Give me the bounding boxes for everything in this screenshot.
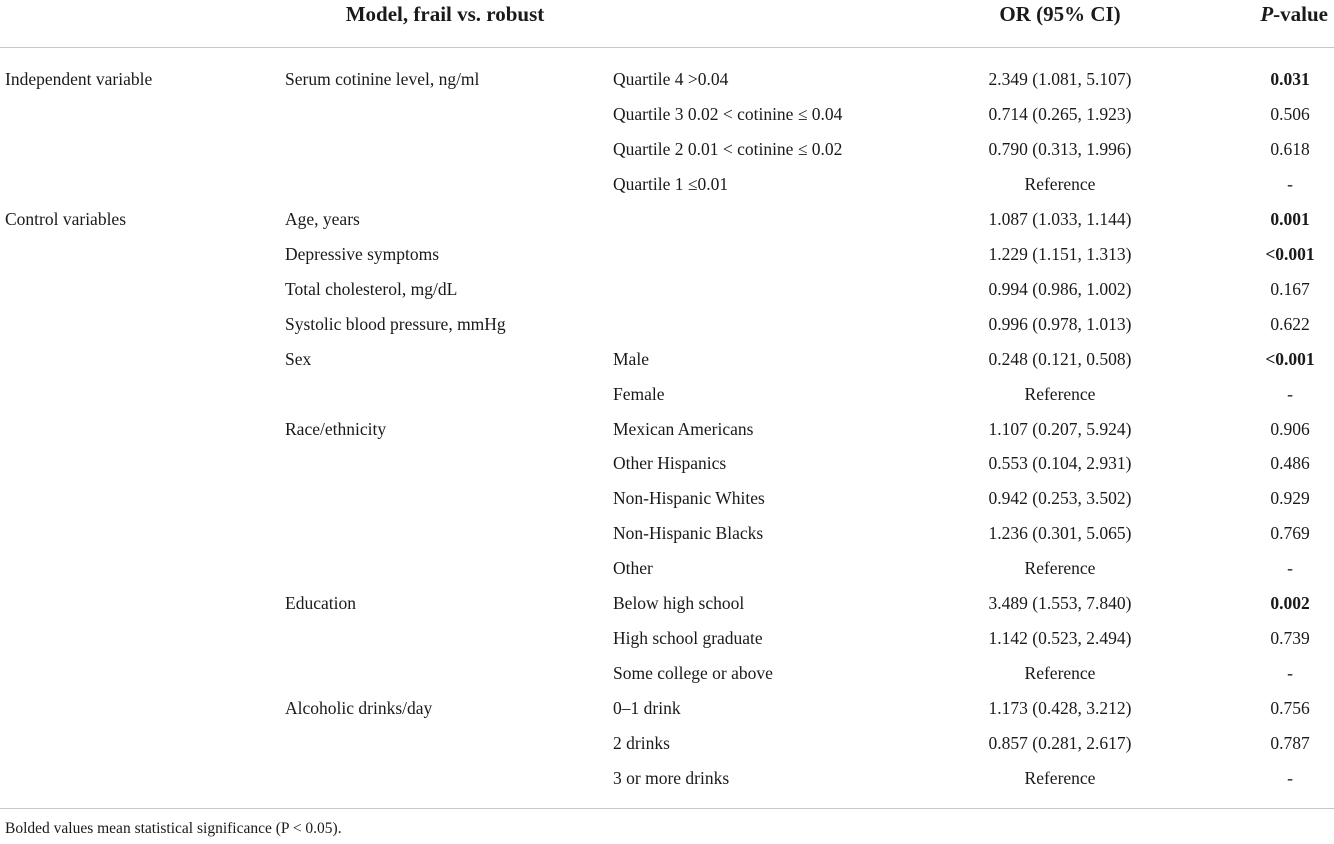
table-row	[0, 138, 1334, 173]
p-value-cell: 0.618	[1270, 138, 1310, 159]
level-cell: Male	[613, 348, 649, 369]
p-value-cell: 0.486	[1270, 453, 1310, 474]
or-ci-cell: Reference	[1024, 663, 1096, 684]
header-p-value	[1260, 2, 1328, 27]
variable-cell: Sex	[285, 348, 312, 369]
p-value-cell: -	[1287, 558, 1293, 579]
or-ci-cell: 1.087 (1.033, 1.144)	[988, 208, 1132, 229]
or-ci-cell: 1.142 (0.523, 2.494)	[988, 628, 1132, 649]
level-cell: Non-Hispanic Whites	[613, 488, 765, 509]
p-value-cell: 0.769	[1270, 523, 1310, 544]
level-cell: Quartile 3 0.02 < cotinine ≤ 0.04	[613, 103, 843, 124]
table-row	[0, 697, 1334, 732]
table-row	[0, 348, 1334, 383]
p-value-cell: 0.906	[1270, 418, 1310, 439]
level-cell: Some college or above	[613, 663, 773, 684]
header-p-rest: -value	[1273, 2, 1328, 26]
level-cell: 0–1 drink	[613, 698, 681, 719]
table-row	[0, 278, 1334, 313]
header-model: Model, frail vs. robust	[345, 2, 545, 26]
header-p-italic: P	[1260, 2, 1274, 26]
table-row	[0, 208, 1334, 243]
level-cell: Non-Hispanic Blacks	[613, 523, 764, 544]
or-ci-cell: 0.248 (0.121, 0.508)	[988, 348, 1132, 369]
p-value-cell: 0.739	[1270, 628, 1310, 649]
table-row	[0, 592, 1334, 627]
variable-cell: Education	[285, 593, 356, 614]
level-cell: 2 drinks	[613, 733, 670, 754]
table-row	[0, 732, 1334, 767]
or-ci-cell: 0.996 (0.978, 1.013)	[988, 313, 1132, 334]
level-cell: Female	[613, 383, 665, 404]
level-cell: Mexican Americans	[613, 418, 754, 439]
or-ci-cell: Reference	[1024, 383, 1096, 404]
or-ci-cell: Reference	[1024, 558, 1096, 579]
p-value-cell: 0.756	[1270, 698, 1310, 719]
table-row	[0, 418, 1334, 453]
p-value-cell: 0.506	[1270, 103, 1310, 124]
variable-cell: Age, years	[285, 208, 360, 229]
table-row	[0, 767, 1334, 802]
group-cell: Control variables	[5, 208, 127, 229]
p-value-cell: 0.001	[1270, 208, 1310, 229]
level-cell: Quartile 1 ≤0.01	[613, 173, 729, 194]
level-cell: 3 or more drinks	[613, 768, 730, 788]
table-row	[0, 383, 1334, 418]
variable-cell: Systolic blood pressure, mmHg	[285, 313, 506, 334]
p-value-cell: 0.622	[1270, 313, 1310, 334]
p-value-cell: 0.929	[1270, 488, 1310, 509]
table-row	[0, 522, 1334, 557]
or-ci-cell: 0.994 (0.986, 1.002)	[988, 278, 1132, 299]
or-ci-cell: 1.236 (0.301, 5.065)	[988, 523, 1132, 544]
or-ci-cell: 0.942 (0.253, 3.502)	[988, 488, 1132, 509]
group-cell: Independent variable	[5, 69, 153, 89]
p-value-cell: <0.001	[1265, 348, 1315, 369]
variable-cell: Serum cotinine level, ng/ml	[285, 69, 480, 89]
p-value-cell: <0.001	[1265, 243, 1315, 264]
table-row	[0, 627, 1334, 662]
table-footnote: Bolded values mean statistical significance (P < 0.05).	[5, 820, 342, 837]
header-rule	[0, 47, 1334, 48]
p-value-cell: -	[1287, 383, 1293, 404]
variable-cell: Race/ethnicity	[285, 418, 387, 439]
or-ci-cell: 1.229 (1.151, 1.313)	[988, 243, 1132, 264]
level-cell: High school graduate	[613, 628, 763, 649]
table-row	[0, 68, 1334, 103]
or-ci-cell: 2.349 (1.081, 5.107)	[988, 69, 1132, 89]
variable-cell: Alcoholic drinks/day	[285, 698, 433, 719]
variable-cell: Depressive symptoms	[285, 243, 440, 264]
table-row	[0, 487, 1334, 522]
or-ci-cell: 3.489 (1.553, 7.840)	[988, 593, 1132, 614]
level-cell: Below high school	[613, 593, 745, 614]
level-cell: Other	[613, 558, 653, 579]
p-value-cell: 0.787	[1270, 733, 1310, 754]
p-value-cell: -	[1287, 768, 1293, 788]
p-value-cell: -	[1287, 173, 1293, 194]
level-cell: Other Hispanics	[613, 453, 727, 474]
table-row	[0, 557, 1334, 592]
bottom-rule	[0, 808, 1334, 809]
or-ci-cell: Reference	[1024, 173, 1096, 194]
p-value-cell: 0.167	[1270, 278, 1310, 299]
or-ci-cell: Reference	[1024, 768, 1096, 788]
p-value-cell: -	[1287, 663, 1293, 684]
table-row	[0, 313, 1334, 348]
table-row	[0, 452, 1334, 487]
or-ci-cell: 1.107 (0.207, 5.924)	[988, 418, 1132, 439]
or-ci-cell: 0.553 (0.104, 2.931)	[988, 453, 1132, 474]
table-row	[0, 173, 1334, 208]
or-ci-cell: 0.857 (0.281, 2.617)	[988, 733, 1132, 754]
table-header	[0, 0, 1334, 30]
or-ci-cell: 0.714 (0.265, 1.923)	[988, 103, 1132, 124]
p-value-cell: 0.002	[1270, 593, 1310, 614]
table-row	[0, 662, 1334, 697]
table-row	[0, 243, 1334, 278]
table-row	[0, 103, 1334, 138]
level-cell: Quartile 4 >0.04	[613, 69, 729, 89]
header-or-ci: OR (95% CI)	[999, 2, 1121, 26]
or-ci-cell: 0.790 (0.313, 1.996)	[988, 138, 1132, 159]
level-cell: Quartile 2 0.01 < cotinine ≤ 0.02	[613, 138, 843, 159]
or-ci-cell: 1.173 (0.428, 3.212)	[988, 698, 1132, 719]
variable-cell: Total cholesterol, mg/dL	[285, 278, 458, 299]
p-value-cell: 0.031	[1270, 69, 1310, 89]
